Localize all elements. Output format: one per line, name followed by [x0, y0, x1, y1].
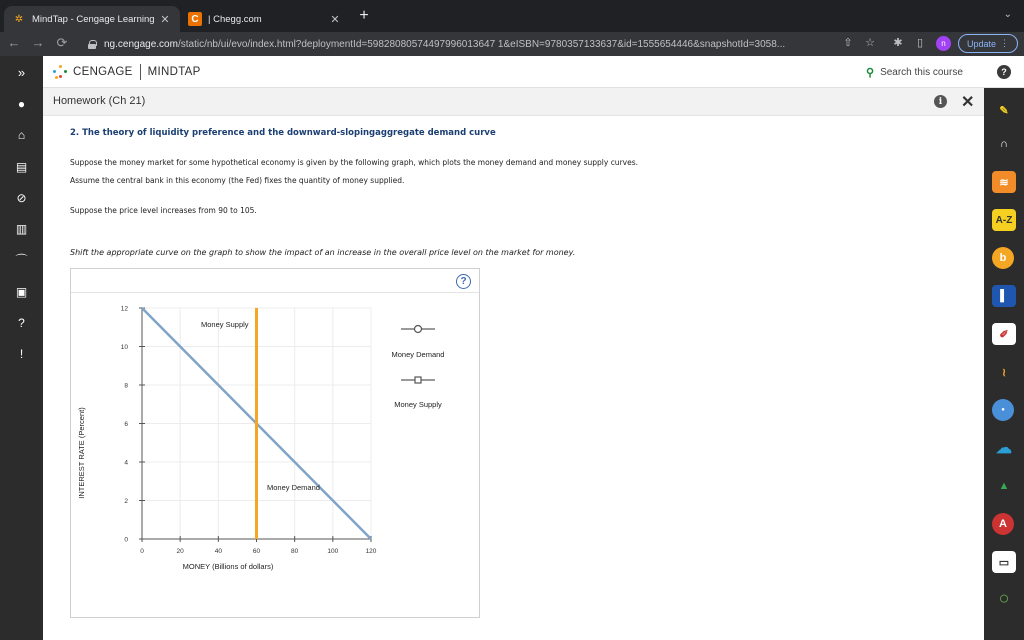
left-sidebar: [0, 88, 43, 640]
back-arrow-icon[interactable]: ←: [7, 35, 21, 50]
question-paragraph: Suppose the money market for some hypothetical economy is given by the following graph, which plots the money demand and money supply curves.: [70, 158, 638, 167]
document-icon[interactable]: ▭: [992, 551, 1016, 573]
search-course-button[interactable]: [866, 66, 963, 79]
graduation-cap-icon[interactable]: ⌒: [15, 253, 28, 267]
brand-logo[interactable]: [53, 64, 201, 80]
cengage-dots-icon: [53, 65, 69, 79]
info-icon[interactable]: i: [934, 95, 947, 108]
money-demand-curve-label: Money Demand: [267, 483, 320, 492]
assignment-title: Homework (Ch 21): [53, 95, 146, 107]
question-instruction: Shift the appropriate curve on the graph to show the impact of an increase in the overall price level on the market for money.: [70, 248, 576, 257]
y-tick-label: 0: [124, 536, 128, 544]
address-bar: [0, 32, 1024, 56]
tab-title: | Chegg.com: [208, 13, 262, 25]
y-tick-label: 6: [124, 421, 128, 428]
url-path: /static/nb/ui/evo/index.html?deploymentId=59828080574497996013647 1&eISBN=9780357133637&id=1555654446&snapshotId=3058...: [177, 38, 786, 50]
tab-title: MindTap - Cengage Learning: [32, 13, 155, 25]
sidebar-panel-icon[interactable]: ▯: [916, 37, 924, 49]
y-tick-label: 8: [124, 382, 128, 390]
more-vert-icon: ⋮: [1000, 38, 1010, 48]
highlighter-icon[interactable]: ✎: [999, 104, 1009, 117]
forward-arrow-icon[interactable]: →: [31, 35, 45, 50]
url-host: ng.cengage.com: [104, 38, 178, 50]
close-icon[interactable]: ✕: [961, 94, 975, 111]
help-icon[interactable]: ?: [997, 65, 1011, 79]
user-icon[interactable]: ●: [17, 97, 26, 111]
rss-icon[interactable]: ≋: [992, 171, 1016, 193]
square-marker-icon: [415, 377, 421, 383]
search-icon: ⚲: [866, 67, 875, 79]
update-button[interactable]: [958, 34, 1018, 53]
legend-money-demand-tool[interactable]: [392, 326, 445, 360]
y-tick-label: 12: [120, 305, 128, 313]
search-label: Search this course: [880, 67, 963, 78]
share-icon[interactable]: ⇧: [843, 37, 853, 49]
circle-marker-icon: [415, 326, 422, 333]
x-axis-label: MONEY (Billions of dollars): [182, 562, 274, 571]
x-tick-label: 20: [176, 548, 184, 555]
x-tick-label: 40: [214, 548, 222, 555]
ebook-icon[interactable]: ▌: [992, 285, 1016, 307]
question-title: 2. The theory of liquidity preference and the downward-slopingaggregate demand curve: [70, 128, 496, 138]
notes-icon[interactable]: ✐: [992, 323, 1016, 345]
x-tick-label: 60: [252, 548, 261, 555]
chegg-icon: C: [188, 12, 202, 26]
browser-tab-strip: [0, 0, 1024, 32]
assignment-bar: [43, 88, 984, 116]
brand-mindtap: MINDTAP: [147, 66, 201, 78]
legend-label: Money Demand: [391, 350, 445, 359]
aplus-icon[interactable]: A: [992, 513, 1014, 535]
brand-cengage: CENGAGE: [73, 66, 133, 78]
profile-avatar[interactable]: n: [936, 36, 951, 51]
tab-mindtap[interactable]: [4, 6, 180, 32]
money-market-graph[interactable]: [71, 293, 479, 617]
notebook-icon[interactable]: ▤: [15, 160, 28, 174]
expand-sidebar-icon[interactable]: »: [0, 56, 43, 88]
home-icon[interactable]: ⌂: [17, 128, 26, 142]
y-tick-label: 2: [124, 498, 128, 505]
lock-icon: [88, 40, 96, 49]
book-icon[interactable]: ▥: [15, 222, 28, 236]
main-content: [43, 88, 984, 640]
audio-icon[interactable]: ≀: [1001, 366, 1007, 379]
x-tick-label: 80: [291, 548, 299, 555]
legend-label: Money Supply: [394, 400, 442, 409]
x-tick-label: 120: [365, 548, 377, 555]
y-tick-label: 4: [124, 459, 128, 467]
cengage-bookmark-icon[interactable]: b: [992, 247, 1014, 269]
update-label: Update: [966, 38, 997, 49]
mindtap-dots-icon: ✲: [14, 13, 24, 25]
brand-divider: [140, 64, 141, 80]
money-supply-curve-label: Money Supply: [201, 320, 249, 329]
star-icon[interactable]: ☆: [865, 37, 875, 49]
glossary-az-icon[interactable]: A-Z: [992, 209, 1016, 231]
y-tick-label: 10: [120, 344, 128, 351]
feedback-icon[interactable]: !: [19, 347, 24, 361]
headphones-icon[interactable]: ∩: [1000, 138, 1008, 150]
new-tab-button[interactable]: +: [359, 7, 369, 24]
y-axis-label: INTEREST RATE (Percent): [77, 407, 86, 499]
kaltura-icon[interactable]: ●: [992, 399, 1014, 421]
question-paragraph: Suppose the price level increases from 90 to 105.: [70, 206, 257, 215]
google-drive-icon[interactable]: ▲: [998, 480, 1010, 492]
gradebook-icon[interactable]: ▣: [15, 285, 28, 299]
graph-help-icon[interactable]: ?: [456, 274, 471, 289]
tab-chegg[interactable]: [180, 6, 350, 32]
graph-panel: [70, 268, 480, 618]
help-circle-icon[interactable]: ?: [18, 316, 25, 330]
app-header: [0, 56, 1024, 88]
url-field[interactable]: [80, 34, 820, 54]
circle-app-icon[interactable]: ○: [998, 587, 1010, 608]
onedrive-icon[interactable]: ☁: [996, 440, 1012, 457]
extensions-puzzle-icon[interactable]: ✱: [893, 37, 903, 49]
close-icon[interactable]: ✕: [160, 13, 170, 26]
graph-toolbar: [71, 269, 479, 293]
right-app-dock: [984, 88, 1024, 640]
close-icon[interactable]: ✕: [330, 13, 340, 26]
x-tick-label: 100: [327, 548, 339, 555]
reload-icon[interactable]: ⟳: [56, 35, 68, 50]
x-tick-label: 0: [140, 548, 144, 555]
question-paragraph: Assume the central bank in this economy (the Fed) fixes the quantity of money supplied.: [70, 176, 405, 185]
compass-icon[interactable]: ⊘: [16, 191, 27, 205]
legend-money-supply-tool[interactable]: [394, 377, 442, 409]
chevron-down-icon[interactable]: ⌄: [1003, 9, 1012, 20]
